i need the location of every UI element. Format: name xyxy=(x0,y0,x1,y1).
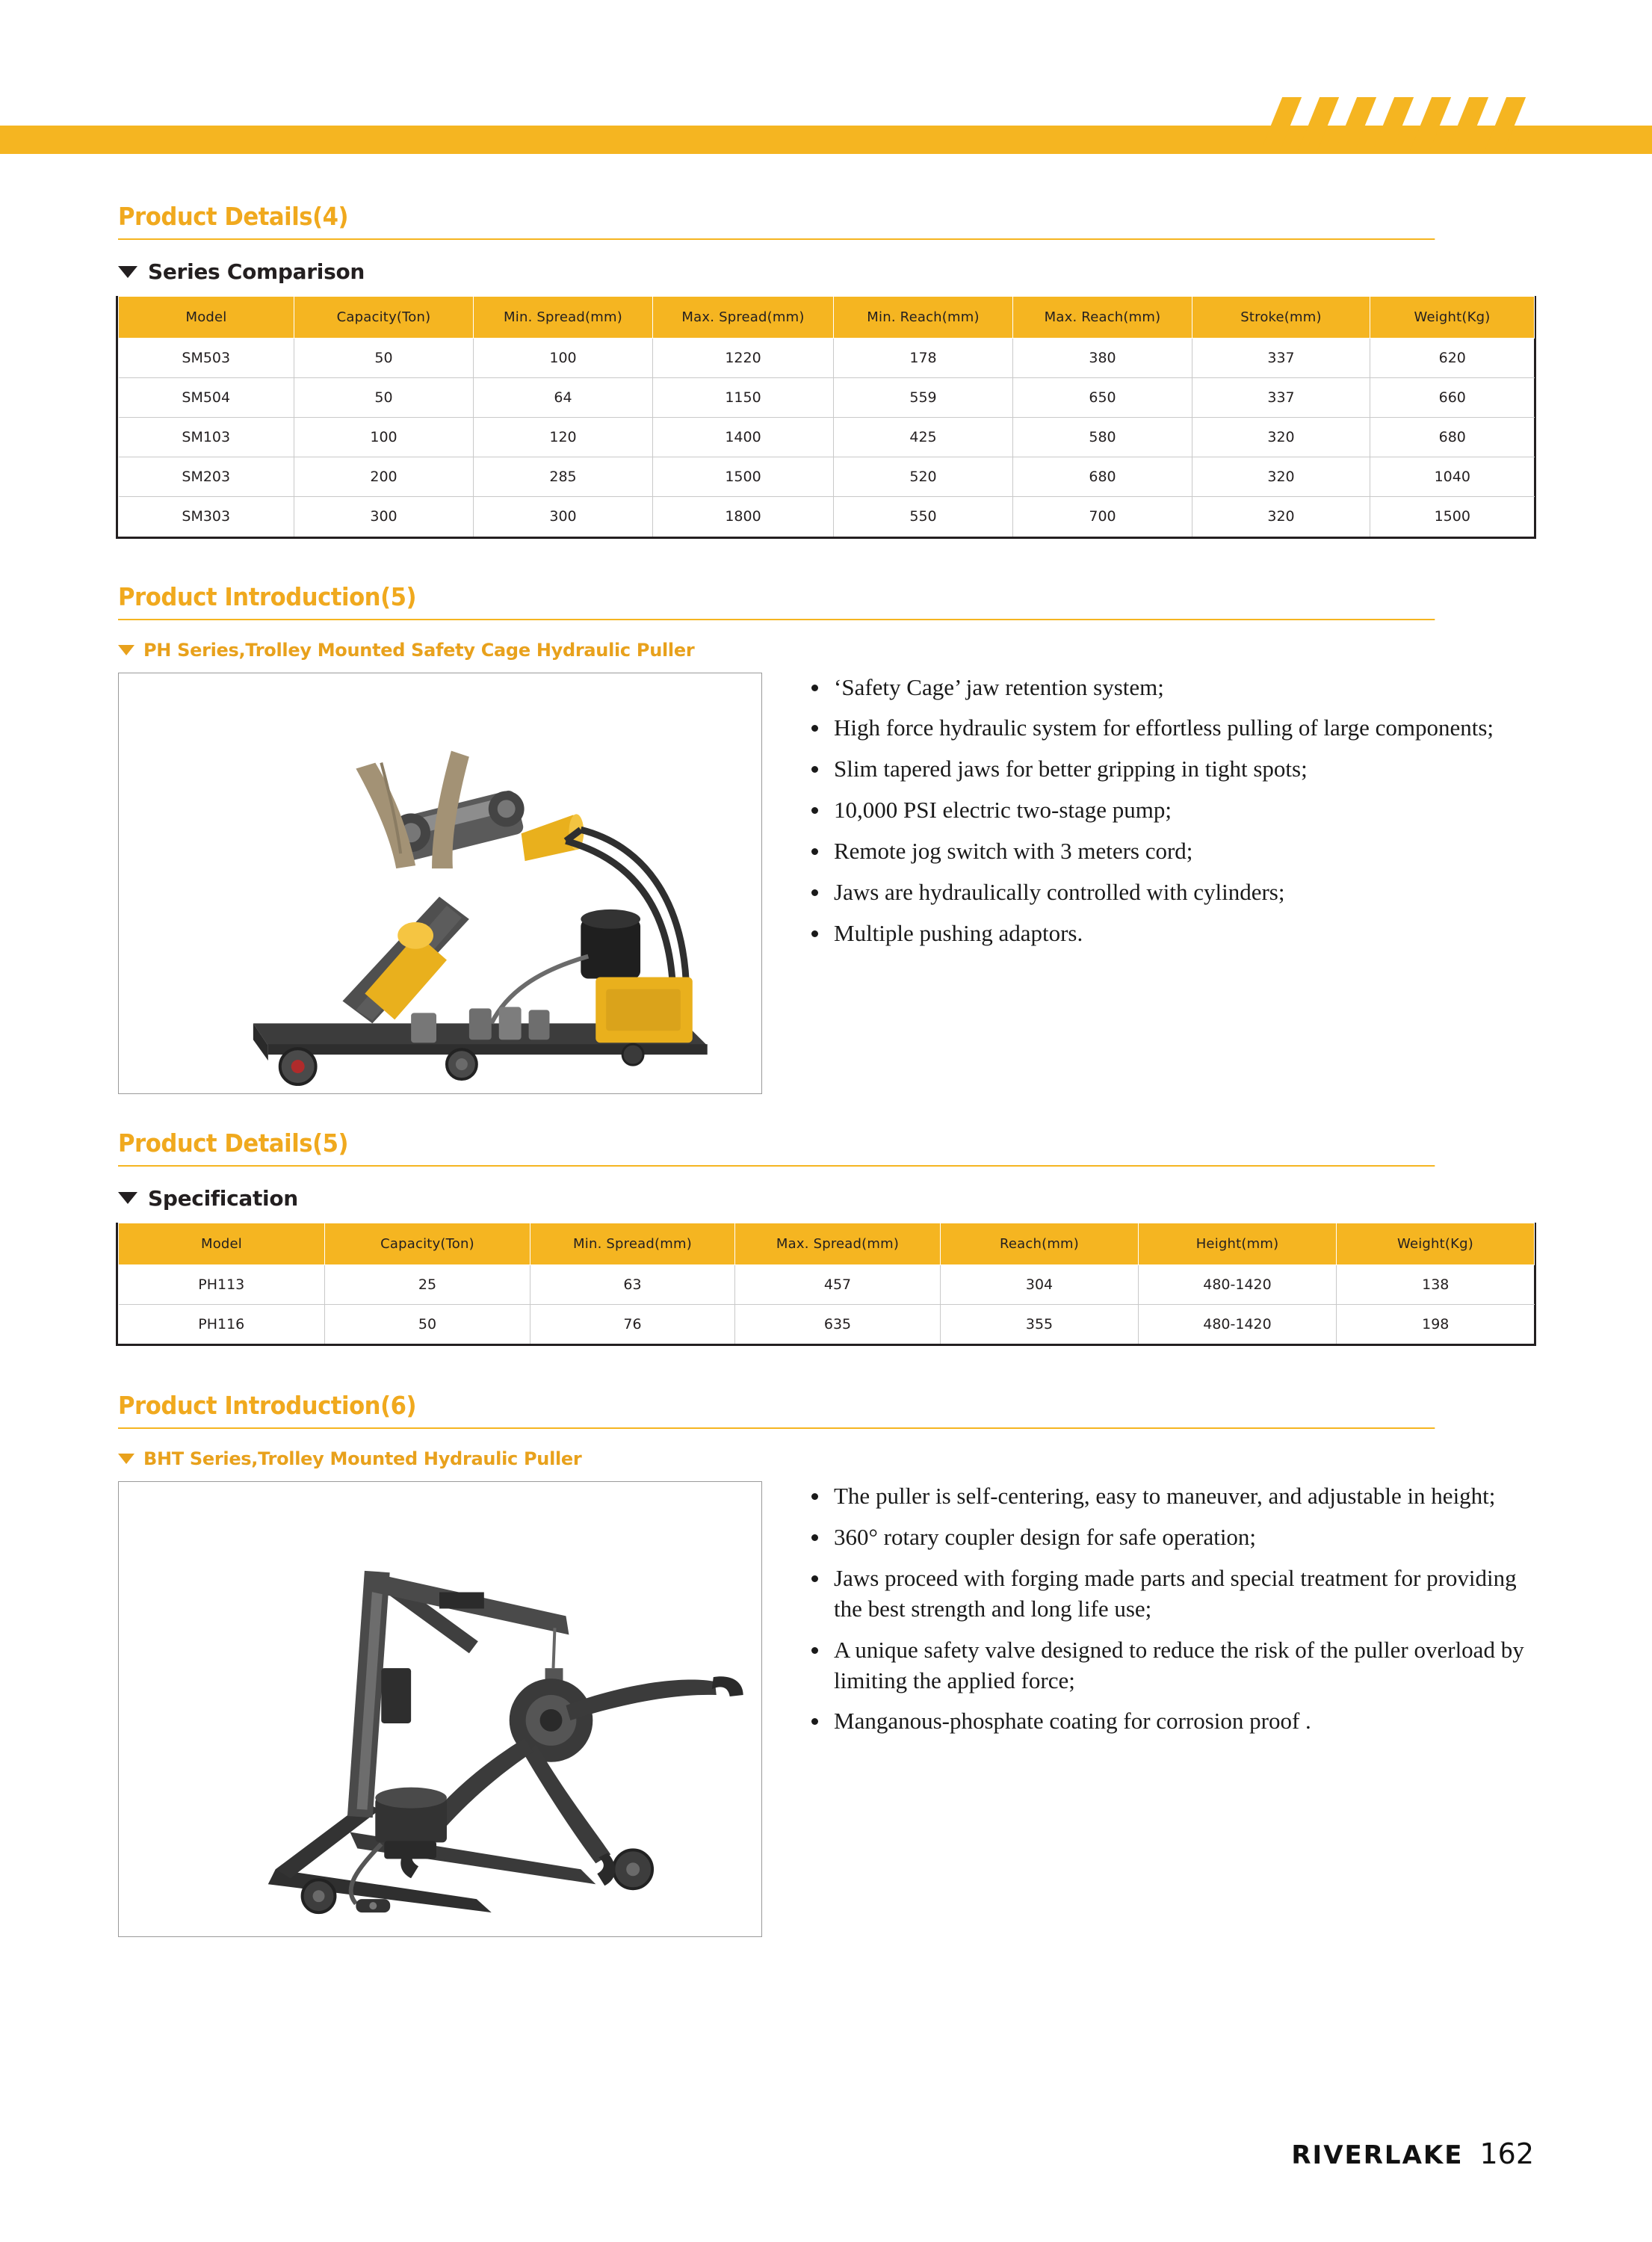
table-cell: 559 xyxy=(834,378,1013,418)
list-item: 10,000 PSI electric two-stage pump; xyxy=(807,795,1534,826)
ph-series-feature-list xyxy=(762,673,1534,960)
table-cell: 680 xyxy=(1370,418,1535,457)
trolley-hydraulic-puller-illustration xyxy=(119,1482,761,1936)
table-cell: 1800 xyxy=(653,497,834,537)
column-header: Max. Spread(mm) xyxy=(653,297,834,339)
table-cell: 520 xyxy=(834,457,1013,497)
subsection-label: BHT Series,Trolley Mounted Hydraulic Puller xyxy=(143,1448,582,1469)
table-cell: 457 xyxy=(735,1264,941,1304)
table-cell: 320 xyxy=(1192,497,1370,537)
table-cell: 700 xyxy=(1013,497,1192,537)
table-header-row xyxy=(119,1223,1535,1264)
table-cell: 285 xyxy=(474,457,653,497)
table-cell: PH116 xyxy=(198,1315,245,1332)
table-cell: 320 xyxy=(1192,457,1370,497)
subsection-ph-series xyxy=(118,640,1534,661)
table-cell: SM504 xyxy=(119,378,294,418)
list-item: High force hydraulic system for effortless pulling of large components; xyxy=(807,713,1534,744)
table-row xyxy=(119,339,1535,378)
table-cell: 550 xyxy=(834,497,1013,537)
table-cell: 480-1420 xyxy=(1139,1264,1337,1304)
series-comparison-table-wrapper xyxy=(116,296,1536,539)
table-cell: 64 xyxy=(474,378,653,418)
column-header: Min. Spread(mm) xyxy=(530,1223,735,1264)
table-cell: 300 xyxy=(474,497,653,537)
triangle-bullet-icon xyxy=(118,1192,137,1204)
table-row xyxy=(119,1264,1535,1304)
column-header: Min. Reach(mm) xyxy=(834,297,1013,339)
table-row xyxy=(119,457,1535,497)
table-cell: 355 xyxy=(941,1304,1139,1344)
column-header: Stroke(mm) xyxy=(1192,297,1370,339)
page-number: 162 xyxy=(1479,2137,1534,2170)
table-cell: 178 xyxy=(834,339,1013,378)
table-cell: 1150 xyxy=(653,378,834,418)
table-cell: 660 xyxy=(1370,378,1535,418)
column-header: Capacity(Ton) xyxy=(294,297,474,339)
section-title-product-details-4: Product Details(4) xyxy=(118,202,1435,240)
table-cell: 635 xyxy=(735,1304,941,1344)
table-cell: 100 xyxy=(294,418,474,457)
table-cell: 138 xyxy=(1337,1264,1535,1304)
page-content xyxy=(118,202,1534,1937)
column-header: Min. Spread(mm) xyxy=(474,297,653,339)
triangle-bullet-icon xyxy=(118,266,137,278)
table-cell: 100 xyxy=(474,339,653,378)
table-header-row xyxy=(119,297,1535,339)
table-cell: 50 xyxy=(294,339,474,378)
ph-series-product-block xyxy=(118,673,1534,1094)
triangle-bullet-icon xyxy=(118,645,134,655)
table-row xyxy=(119,1304,1535,1344)
list-item: Jaws are hydraulically controlled with cylinders; xyxy=(807,877,1534,908)
specification-table xyxy=(118,1223,1535,1344)
table-cell: 198 xyxy=(1337,1304,1535,1344)
table-row xyxy=(119,378,1535,418)
subsection-bht-series xyxy=(118,1448,1534,1469)
table-row xyxy=(119,418,1535,457)
list-item: A unique safety valve designed to reduce the risk of the puller overload by limiting the applied force; xyxy=(807,1635,1534,1696)
table-cell: PH113 xyxy=(119,1264,325,1304)
table-cell: SM503 xyxy=(119,339,294,378)
series-comparison-table xyxy=(118,296,1535,537)
table-cell: 337 xyxy=(1192,339,1370,378)
table-cell: 650 xyxy=(1013,378,1192,418)
page-footer xyxy=(1291,2137,1534,2170)
subsection-specification xyxy=(118,1186,1534,1211)
column-header: Weight(Kg) xyxy=(1370,297,1535,339)
table-cell: 304 xyxy=(941,1264,1139,1304)
table-cell: 1400 xyxy=(653,418,834,457)
column-header: Model xyxy=(119,297,294,339)
table-cell: 1220 xyxy=(653,339,834,378)
table-cell: 320 xyxy=(1192,418,1370,457)
table-cell: 580 xyxy=(1013,418,1192,457)
list-item: ‘Safety Cage’ jaw retention system; xyxy=(807,673,1534,703)
table-cell: 120 xyxy=(474,418,653,457)
list-item: Manganous-phosphate coating for corrosion proof . xyxy=(807,1706,1534,1737)
column-header: Model xyxy=(119,1223,325,1264)
list-item: Jaws proceed with forging made parts and special treatment for providing the best strength and long life use; xyxy=(807,1563,1534,1625)
ph-series-product-photo xyxy=(118,673,762,1094)
hydraulic-puller-illustration xyxy=(119,673,761,1093)
table-cell: 300 xyxy=(294,497,474,537)
brand-name: RIVERLAKE xyxy=(1291,2140,1464,2170)
table-cell: 1500 xyxy=(653,457,834,497)
table-cell: 1500 xyxy=(1370,497,1535,537)
column-header: Height(mm) xyxy=(1139,1223,1337,1264)
table-cell: 1040 xyxy=(1370,457,1535,497)
section-title-product-introduction-5: Product Introduction(5) xyxy=(118,582,1435,620)
list-item: 360° rotary coupler design for safe operation; xyxy=(807,1522,1534,1553)
bht-series-feature-list xyxy=(762,1481,1534,1747)
table-cell: 25 xyxy=(325,1264,530,1304)
table-cell: SM103 xyxy=(119,418,294,457)
subsection-label: PH Series,Trolley Mounted Safety Cage Hydraulic Puller xyxy=(143,639,695,661)
table-cell: 76 xyxy=(530,1304,735,1344)
section-title-product-introduction-6: Product Introduction(6) xyxy=(118,1391,1435,1429)
table-cell: 337 xyxy=(1192,378,1370,418)
subsection-label: Series Comparison xyxy=(148,259,365,284)
column-header: Reach(mm) xyxy=(941,1223,1139,1264)
table-cell: 63 xyxy=(530,1264,735,1304)
column-header: Max. Reach(mm) xyxy=(1013,297,1192,339)
table-cell: 480-1420 xyxy=(1139,1304,1337,1344)
table-cell: 680 xyxy=(1013,457,1192,497)
table-row xyxy=(119,497,1535,537)
table-cell: 425 xyxy=(834,418,1013,457)
list-item: Remote jog switch with 3 meters cord; xyxy=(807,836,1534,867)
table-cell: 50 xyxy=(325,1304,530,1344)
specification-table-wrapper xyxy=(116,1223,1536,1347)
column-header: Weight(Kg) xyxy=(1337,1223,1535,1264)
subsection-label: Specification xyxy=(148,1185,298,1211)
list-item: The puller is self-centering, easy to maneuver, and adjustable in height; xyxy=(807,1481,1534,1512)
triangle-bullet-icon xyxy=(118,1454,134,1464)
banner-stripes-decoration xyxy=(1263,97,1577,154)
table-cell: SM303 xyxy=(182,508,231,525)
column-header: Capacity(Ton) xyxy=(325,1223,530,1264)
table-cell: 620 xyxy=(1370,339,1535,378)
list-item: Slim tapered jaws for better gripping in tight spots; xyxy=(807,754,1534,785)
table-cell: 50 xyxy=(294,378,474,418)
table-cell: SM203 xyxy=(119,457,294,497)
table-cell: 200 xyxy=(294,457,474,497)
section-title-product-details-5: Product Details(5) xyxy=(118,1128,1435,1167)
bht-series-product-block xyxy=(118,1481,1534,1937)
list-item: Multiple pushing adaptors. xyxy=(807,918,1534,949)
table-cell: 380 xyxy=(1013,339,1192,378)
column-header: Max. Spread(mm) xyxy=(735,1223,941,1264)
bht-series-product-photo xyxy=(118,1481,762,1937)
subsection-series-comparison xyxy=(118,259,1534,284)
